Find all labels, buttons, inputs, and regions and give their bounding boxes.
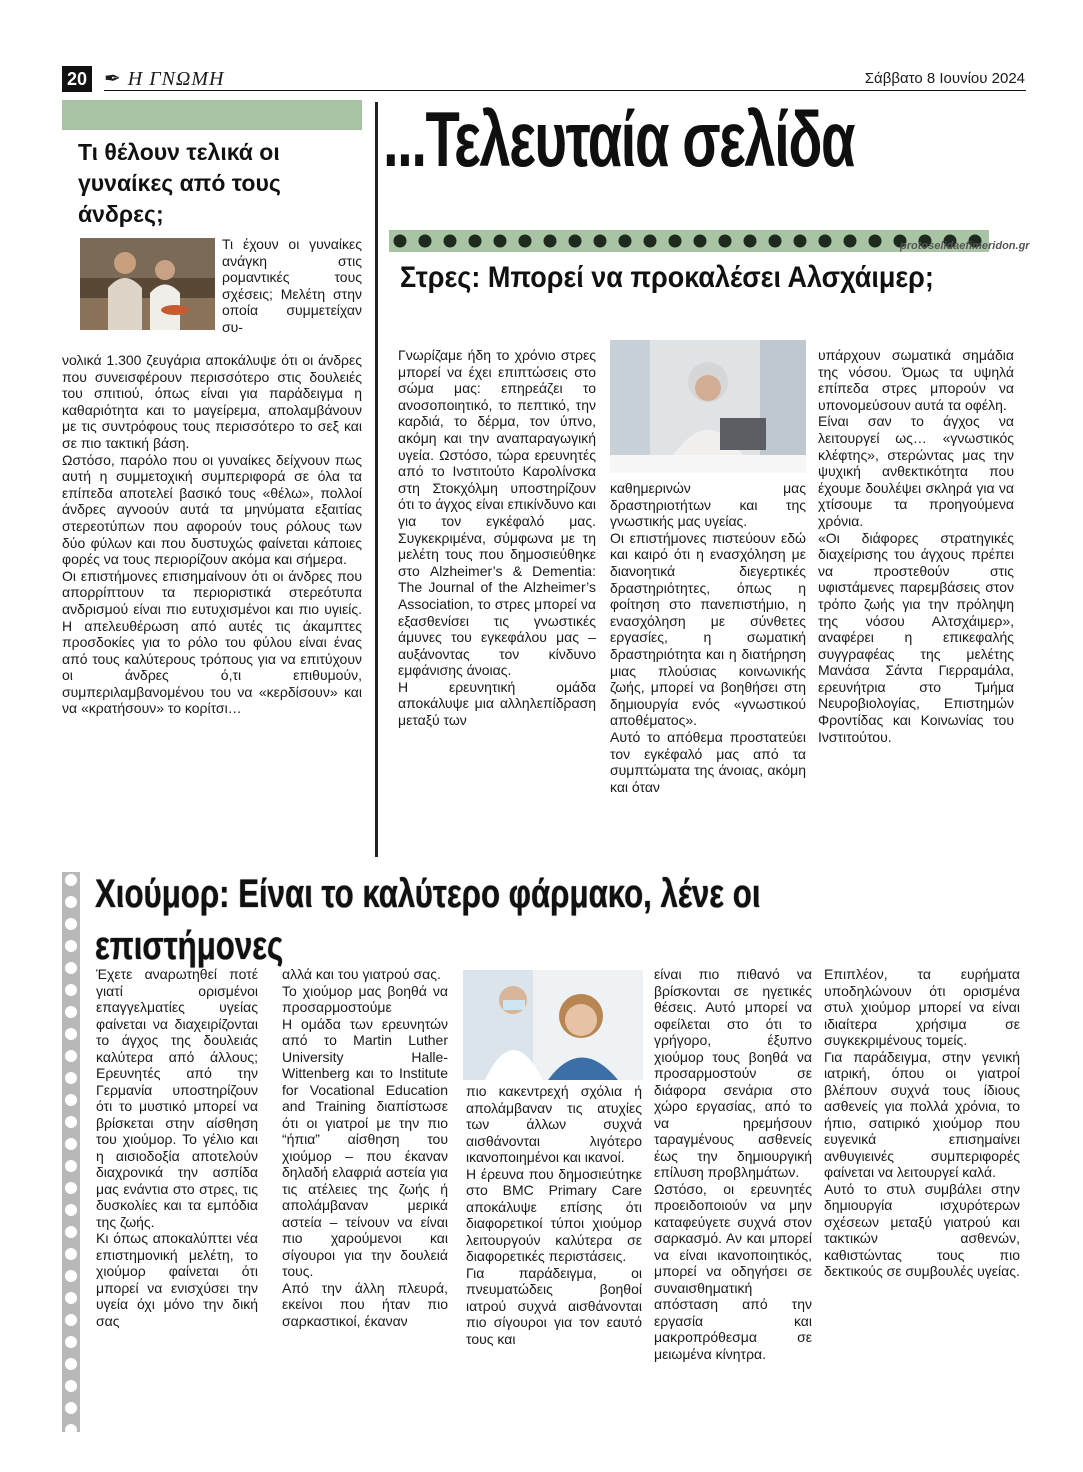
divider-dot [669,235,682,248]
paragraph: υπάρχουν σωματικά σημάδια της νόσου. Όμως τα υψηλά επίπεδα στρες μπορούν να υπονομεύσουν αυτά τα οφέλη. [818,347,1014,413]
left-article-lead-text: Τι έχουν οι γυναίκες ανάγκη στις ρομαντικές τους σχέσεις; Μελέτη στην οποία συμμετείχαν συ- [222,236,362,335]
film-hole [65,1402,77,1414]
paragraph: Το χιούμορ μας βοηθά να προσαρμοστούμε [282,982,448,1015]
divider-dot [619,235,632,248]
film-hole [65,896,77,908]
dotted-divider [389,230,989,252]
paragraph: Η ομάδα των ερευνητών από το Martin Luther University Halle-Wittenberg και το Institute for Vocational Education and Training διαπίστωσε ότι οι γιατροί με την πιο “ήπια” αίσθηση του χιούμορ – που έκαναν δηλαδή ελαφριά αστεία για τις ατέλειες της ζωής ή απολάμβαναν μερικά αστεία – τείνουν να είναι πιο χαρούμενοι και σίγουροι για την δουλειά τους. [282,1015,448,1279]
smiling-woman-dentist-photo [463,970,643,1080]
film-hole [65,984,77,996]
paragraph: Έχετε αναρωτηθεί ποτέ γιατί ορισμένοι επαγγελματίες υγείας φαίνεται να διαχειρίζονται το άγχος της δουλειάς καλύτερα από άλλους; Ερευνητές από την Γερμανία υποστηρίζουν ότι το μυστικό μπορεί να βρίσκεται στην αίσθηση του χιούμορ. Το γέλιο και η αισιοδοξία αποτελούν διαχρονικά την ασπίδα μας ενάντια στο στρες, τις δυσκολίες και τα εμπόδια της ζωής. [96,966,258,1230]
film-hole [65,1138,77,1150]
quill-icon: ✒ [104,68,122,90]
paragraph: νολικά 1.300 ζευγάρια αποκάλυψε ότι οι άνδρες που συνεισφέρουν περισσότερο στις δουλειές του σπιτιού, όπως είναι για παράδειγμα η καθαριότητα και το μαγείρεμα, απολαμβάνουν με τις συντρόφους τους περισσότερο το σεξ και σε πιο τακτική βάση. [62,352,362,451]
paragraph: Η έρευνα που δημοσιεύτηκε στο BMC Primary Care αποκάλυψε επίσης ότι διαφορετικοί τύποι χιούμορ λειτουργούν καλύτερα σε διαφορετικές περιστάσεις. [466,1165,642,1264]
paragraph: Ωστόσο, οι ερευνητές προειδοποιούν να μην καταφεύγετε συχνά στον σαρκασμό. Αν και μπορεί να είναι ικανοποιητικός, μπορεί να οδηγήσει σε συναισθηματική απόσταση από την εργασία και μακροπρόθεσμα σε μειωμένα κίνητρα. [654,1180,812,1362]
divider-dot [494,235,507,248]
film-hole [65,1358,77,1370]
paragraph: πιο κακεντρεχή σχόλια ή απολάμβαναν τις ατυχίες των άλλων συχνά αισθάνονται λιγότερο ικανοποιημένοι και ικανοί. [466,1083,642,1165]
film-hole [65,1072,77,1084]
film-hole [65,1160,77,1172]
film-hole [65,1292,77,1304]
paragraph: Οι επιστήμονες επισημαίνουν ότι οι άνδρες που απορρίπτουν τα περιοριστικά στερεότυπα ανδρισμού είναι πιο ευτυχισμένοι και πιο υγιείς. Η απελευθέρωση από αυτές τις άκαμπτες προσδοκίες για το ρόλο του φύλου είναι ένας από τους καλύτερους τρόπους για να επιτύχουν οι άνδρες ό,τι επιθυμούν, συμπεριλαμβανομένου του να «κερδίσουν» και να «κρατήσουν» το κορίτσι… [62,567,362,717]
left-article-title: Τι θέλουν τελικά οι γυναίκες από τους άνδρες; [78,139,281,227]
humor-column-2 [282,966,448,1329]
film-hole [65,1182,77,1194]
divider-dot [469,235,482,248]
paragraph: είναι πιο πιθανό να βρίσκονται σε ηγετικές θέσεις. Αυτό μπορεί να οφείλεται στο ότι το γρήγορο, έξυπνο χιούμορ τους βοηθά να προσαρμοστούν σε διάφορα σενάρια στο χώρο εργασίας, από το να ηρεμήσουν ταραγμένους ασθενείς έως την δημιουργική επίλυση προβλημάτων. [654,966,812,1180]
divider-dot [744,235,757,248]
film-strip-decoration [62,872,80,1432]
stressed-woman-photo [610,340,806,473]
humor-column-3 [466,1083,642,1347]
couple-cooking-photo [80,238,215,330]
left-article-body [62,352,362,717]
divider-dot [519,235,532,248]
film-hole [65,1226,77,1238]
divider-dot [419,235,432,248]
issue-date: Σάββατο 8 Ιουνίου 2024 [864,70,1025,87]
divider-dot [719,235,732,248]
divider-dot [544,235,557,248]
divider-dot [769,235,782,248]
paragraph: Οι επιστήμονες πιστεύουν εδώ και καιρό ότι η ενασχόληση με διανοητικά διεγερτικές δραστηριότητες, όπως η φοίτηση στο πανεπιστήμιο, η ενασχόληση με σύνθετες εργασίες, η σωματική δραστηριότητα και η διατήρηση μιας πλούσιας κοινωνικής ζωής, μπορεί να βοηθήσει στη δημιουργία ενός «γνωστικού αποθέματος». [610,529,806,729]
paragraph: αλλά και του γιατρού σας. [282,966,441,982]
divider-dot [869,235,882,248]
film-hole [65,1006,77,1018]
paragraph: καθημερινών μας δραστηριοτήτων και της γνωστικής μας υγείας. [610,480,806,530]
paragraph: Κι όπως αποκαλύπτει νέα επιστημονική μελέτη, το χιούμορ φαίνεται ότι μπορεί να ενισχύσει την υγεία όχι μόνο την δική σας [96,1230,258,1329]
humor-column-1 [96,966,258,1329]
film-hole [65,1094,77,1106]
divider-dot [444,235,457,248]
newspaper-name [104,66,225,91]
humor-article-title: Χιούμορ: Είναι το καλύτερο φάρμακο, λένε οι επιστήμονες [95,872,761,968]
left-article-banner [62,100,362,130]
newspaper-name-text: Η ΓΝΩΜΗ [127,68,225,90]
section-title: ...Τελευταία σελίδα [383,95,855,183]
paragraph: Η ερευνητική ομάδα αποκάλυψε μια αλληλεπίδραση μεταξύ των [398,678,596,729]
film-hole [65,1270,77,1282]
paragraph: Για παράδειγμα, οι πνευματώδεις βοηθοί ιατρού συχνά αισθάνονται πιο σίγουροι για τον εαυτό τους και [466,1264,642,1347]
film-hole [65,962,77,974]
paragraph: «Οι διάφορες στρατηγικές διαχείρισης του άγχους πρέπει να προστεθούν στις υφιστάμενες παρεμβάσεις στον τρόπο ζωής για την πρόληψη της νόσου Αλτσχάιμερ», αναφέρει η επικεφαλής συγγραφέας της μελέτης Μανάσα Σάντα Γιερραμάλα, ερευνήτρια στο Τμήμα Νευροβιολογίας, Επιστημών Φροντίδας και Κοινωνίας του Ινστιτούτου. [818,529,1014,745]
divider-dot [694,235,707,248]
divider-dot [844,235,857,248]
film-hole [65,1050,77,1062]
film-hole [65,1380,77,1392]
divider-dot [819,235,832,248]
paragraph: Είναι σαν το άγχος να λειτουργεί ως… «γνωστικός κλέφτης», στερώντας μας την ψυχική ανθεκτικότητα που έχουμε δουλέψει σκληρά για να χτίσουμε τα προηγούμενα χρόνια. [818,413,1014,529]
page-number: 20 [62,66,92,92]
film-hole [65,1028,77,1040]
stress-article-title: Στρες: Μπορεί να προκαλέσει Αλσχάιμερ; [400,261,934,294]
paragraph: Από την άλλη πλευρά, εκείνοι που ήταν πιο σαρκαστικοί, έκαναν [282,1279,448,1329]
stress-column-3 [818,347,1014,745]
film-hole [65,940,77,952]
paragraph: Για παράδειγμα, στην γενική ιατρική, όπου οι γιατροί βλέπουν συχνά τους ίδιους ασθενείς για πολλά χρόνια, το ήπιο, σατιρικό χιούμορ που ευγενικά επισημαίνει ανθυγιεινές συμπεριφορές φαίνεται να λειτουργεί καλά. [824,1048,1020,1180]
paragraph: Αυτό το απόθεμα προστατεύει τον εγκέφαλό μας από τα συμπτώματα της άνοιας, ακόμη και όταν [610,728,806,795]
stress-column-1 [398,347,596,729]
paragraph: Ωστόσο, παρόλο που οι γυναίκες δείχνουν πως αυτή η συμμετοχική συμπεριφορά σε όλα τα επίπεδα αποτελεί βασικό τους «θέλω», πολλοί άνδρες αγνοούν αυτά τα μηνύματα εξαιτίας στερεοτύπων που αφορούν τους ρόλους των δύο φύλων και που δυστυχώς φαίνεται κάποιες φορές να τους περιορίζουν ακόμα και σήμερα. [62,451,362,568]
paragraph: Αυτό το στυλ συμβάλει στην δημιουργία ισχυρότερων σχέσεων μεταξύ γιατρού και τακτικών ασθενών, καθιστώντας τους πιο δεκτικούς σε συμβουλές υγείας. [824,1180,1020,1279]
film-hole [65,874,77,886]
paragraph: Γνωρίζαμε ήδη το χρόνιο στρες μπορεί να έχει επιπτώσεις στο σώμα μας: επηρεάζει το ανοσοποιητικό, το πεπτικό, την καρδιά, το δέρμα, τον ύπνο, ακόμη και την αναπαραγωγική υγεία. Ωστόσο, τώρα ερευνητές από το Ινστιτούτο Καρολίνσκα στη Στοκχόλμη υποστηρίζουν ότι το άγχος είναι επικίνδυνο και για τον εγκέφαλό μας. Συγκεκριμένα, σύμφωνα με τη μελέτη τους που δημοσιεύθηκε στο Alzheimer’s & Dementia: The Journal of the Alzheimer’s Association, το στρες μπορεί να εξασθενίσει τις γνωστικές άμυνες του εγκεφάλου μας – αυξάνοντας τον κίνδυνο εμφάνισης άνοιας. [398,347,596,679]
film-hole [65,1336,77,1348]
humor-column-4 [654,966,812,1362]
humor-column-5 [824,966,1020,1280]
film-hole [65,1314,77,1326]
film-hole [65,1248,77,1260]
paragraph: Επιπλέον, τα ευρήματα υποδηλώνουν ότι ορισμένα στυλ χιούμορ μπορεί να είναι ιδιαίτερα χρήσιμα σε συγκεκριμένους τομείς. [824,966,1020,1048]
stress-column-2 [610,480,806,795]
source-credit: protoselidaefimeridon.gr [900,240,1030,252]
header-rule [104,90,1026,91]
left-article-lead [222,236,362,336]
divider-dot [644,235,657,248]
divider-dot [794,235,807,248]
film-hole [65,1204,77,1216]
divider-dot [594,235,607,248]
column-divider [375,102,378,857]
divider-dot [569,235,582,248]
film-hole [65,1116,77,1128]
film-hole [65,918,77,930]
divider-dot [394,235,407,248]
